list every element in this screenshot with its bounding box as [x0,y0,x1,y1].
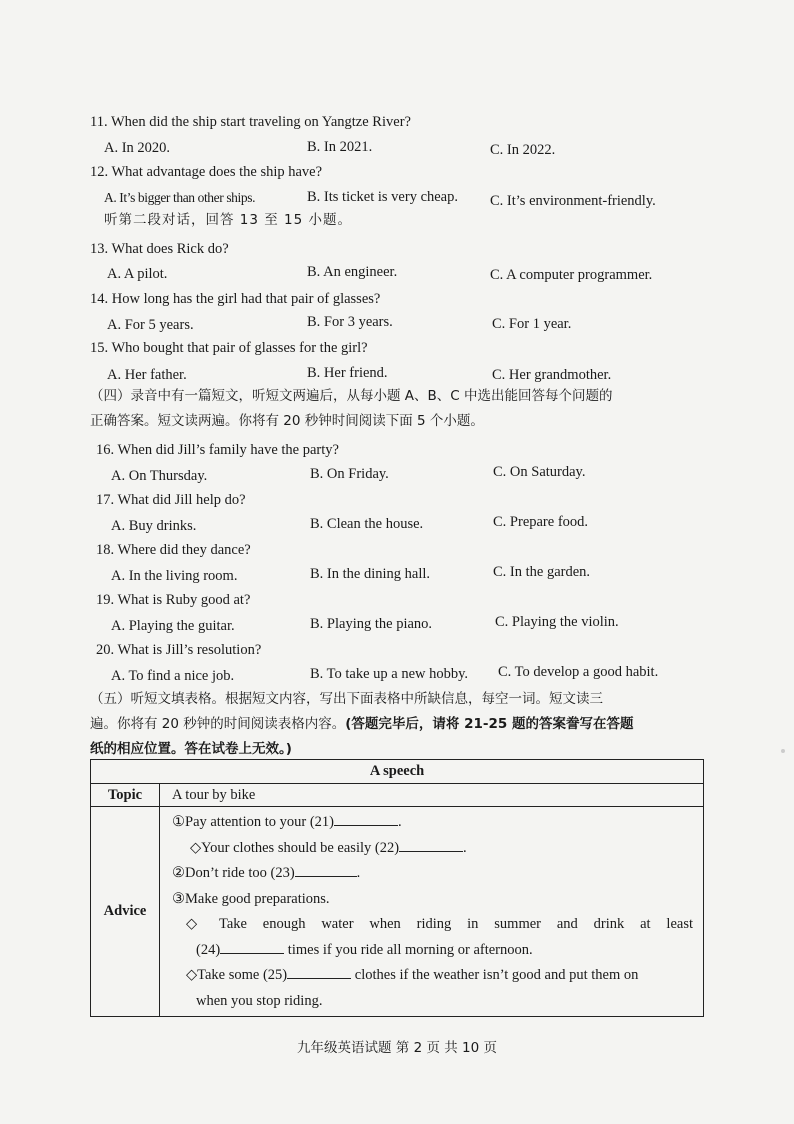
question-11: 11. When did the ship start traveling on Yangtze River? [90,114,411,130]
question-19: 19. What is Ruby good at? [96,592,251,608]
question-13: 13. What does Rick do? [90,241,229,257]
advice-25-text: ◇Take some (25) [186,967,288,983]
q19-option-a: A. Playing the guitar. [111,618,235,634]
q14-option-b: B. For 3 years. [307,314,393,330]
advice-line-23 [172,861,693,887]
blank-23[interactable] [295,862,357,877]
speech-table [90,759,704,1017]
section4-line1: （四）录音中有一篇短文，听短文两遍后，从每小题 A、B、C 中选出能回答每个问题的 [90,388,613,404]
q13-option-a: A. A pilot. [107,266,168,282]
advice-line-last: when you stop riding. [196,992,323,1009]
q17-option-c: C. Prepare food. [493,514,589,530]
q12-option-a: A. It’s bigger than other ships. [104,190,256,205]
advice-line-22 [172,836,693,862]
topic-label: Topic [91,784,160,807]
q14-option-a: A. For 5 years. [107,317,194,333]
question-18: 18. Where did they dance? [96,542,251,558]
advice-22-text: ◇Your clothes should be easily (22) [190,839,400,856]
q13-option-b: B. An engineer. [307,264,398,280]
section5-line3: 纸的相应位置。答在试卷上无效。) [90,741,292,757]
q12-option-c: C. It’s environment-friendly. [490,193,656,209]
q13-option-c: C. A computer programmer. [490,267,653,283]
advice-line-preparations: ③Make good preparations. [172,890,330,907]
advice-23-text: ②Don’t ride too (23) [172,865,295,881]
q11-option-a: A. In 2020. [104,140,171,156]
q17-option-a: A. Buy drinks. [111,518,197,534]
section4-line2: 正确答案。短文读两遍。你将有 20 秒钟时间阅读下面 5 个小题。 [90,413,484,429]
q19-option-b: B. Playing the piano. [310,616,433,632]
q20-option-a: A. To find a nice job. [111,668,235,684]
blank-25[interactable] [287,964,351,979]
advice-24-text: (24) [196,941,221,958]
table-title: A speech [91,760,704,784]
advice-21-end: . [398,814,402,830]
question-14: 14. How long has the girl had that pair of glasses? [90,291,381,307]
advice-23-end: . [356,865,361,881]
q16-option-a: A. On Thursday. [111,468,208,484]
advice-22-end: . [463,839,467,856]
q18-option-b: B. In the dining hall. [310,566,431,582]
advice-cell [160,807,704,1017]
q17-option-b: B. Clean the house. [310,516,424,532]
q18-option-c: C. In the garden. [493,564,591,580]
q11-option-b: B. In 2021. [307,139,373,155]
question-20: 20. What is Jill’s resolution? [96,642,262,658]
q20-option-c: C. To develop a good habit. [498,664,659,680]
dialogue2-instruction: 听第二段对话，回答 13 至 15 小题。 [104,212,353,228]
q16-option-c: C. On Saturday. [493,464,586,480]
q15-option-b: B. Her friend. [307,365,388,381]
question-16: 16. When did Jill’s family have the party? [96,442,339,458]
q15-option-a: A. Her father. [107,367,187,383]
blank-22[interactable] [399,837,463,852]
question-12: 12. What advantage does the ship have? [90,164,323,180]
advice-line-25 [172,963,693,989]
section5-line2 [90,714,634,734]
section5-line2-normal: 遍。你将有 20 秒钟的时间阅读表格内容。 [90,716,346,732]
blank-24[interactable] [220,939,284,954]
advice-24-rest: times if you ride all morning or afternoon. [287,941,533,958]
advice-25-rest: clothes if the weather isn’t good and put them on [354,967,639,983]
advice-line-21 [172,810,693,836]
q11-option-c: C. In 2022. [490,142,556,158]
section5-line2-bold: (答题完毕后，请将 21-25 题的答案誊写在答题 [345,716,634,732]
q15-option-c: C. Her grandmother. [492,367,612,383]
advice-line-24 [172,938,693,964]
page-footer: 九年级英语试题 第 2 页 共 10 页 [296,1040,497,1056]
q20-option-b: B. To take up a new hobby. [310,666,469,682]
section5-line1: （五）听短文填表格。根据短文内容，写出下面表格中所缺信息，每空一词。短文读三 [90,691,603,707]
q19-option-c: C. Playing the violin. [495,614,619,630]
q16-option-b: B. On Friday. [310,466,389,482]
advice-line-water: ◇ Take enough water when riding in summer and drink at least [186,916,693,932]
topic-value: A tour by bike [160,784,704,807]
q14-option-c: C. For 1 year. [492,316,572,332]
question-15: 15. Who bought that pair of glasses for the girl? [90,340,368,356]
q12-option-b: B. Its ticket is very cheap. [307,189,458,205]
blank-21[interactable] [334,811,398,826]
scan-speck [781,749,785,753]
advice-label: Advice [91,807,160,1017]
question-17: 17. What did Jill help do? [96,492,246,508]
advice-21-text: ①Pay attention to your (21) [172,814,334,830]
q18-option-a: A. In the living room. [111,568,238,584]
